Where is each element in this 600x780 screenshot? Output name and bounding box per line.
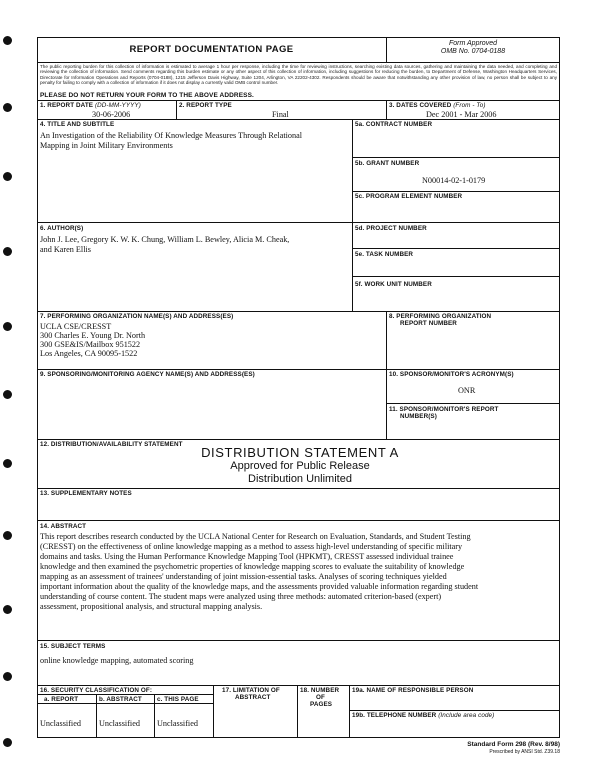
grant-number-label: 5b. GRANT NUMBER [355,160,420,167]
binder-hole [3,322,12,331]
dates-covered-label: 3. DATES COVERED (From - To) [389,102,486,109]
authors-line-1: John J. Lee, Gregory K. W. K. Chung, William L. Bewley, Alicia M. Cheak, [40,235,290,244]
abstract-line: domains and tasks. Using the Human Performance Knowledge Mapping Tool (HPKMT), CRESST assessed individual trainee [40,552,454,561]
report-type-value: Final [272,110,289,119]
abstract-line: This report describes research conducted by the UCLA National Center for Research on Evaluation, Standards, and Student Testing [40,532,471,541]
binder-hole [3,247,12,256]
pages-label-3: PAGES [310,701,333,708]
program-element-label: 5c. PROGRAM ELEMENT NUMBER [355,193,463,200]
footer-prescribed: Prescribed by ANSI Std. Z39.18 [489,749,560,755]
task-number-label: 5e. TASK NUMBER [355,251,414,258]
distribution-stamp-line-1: Approved for Public Release [230,460,370,472]
contract-number-label: 5a. CONTRACT NUMBER [355,121,433,128]
report-type-label: 2. REPORT TYPE [179,102,232,109]
footer-form-number: Standard Form 298 (Rev. 8/98) [467,741,560,748]
security-page-label: c. THIS PAGE [157,696,199,703]
pages-label-2: OF [316,694,325,701]
title-label: 4. TITLE AND SUBTITLE [40,121,115,128]
distribution-stamp-line-2: Distribution Unlimited [248,473,352,485]
binder-hole [3,103,12,112]
subject-terms-label: 15. SUBJECT TERMS [40,643,106,650]
abstract-line: mapping as an assessment of trainees' understanding of joint mission-essential tasks. Analyses of scoring techniques yielded [40,572,447,581]
abstract-line: (CRESST) on the effectiveness of online knowledge mapping as a method to assess high-level understanding of specific military [40,542,463,551]
sponsor-report-label-2: NUMBER(S) [400,413,437,420]
sponsor-report-label-1: 11. SPONSOR/MONITOR'S REPORT [389,406,499,413]
work-unit-label: 5f. WORK UNIT NUMBER [355,281,432,288]
abstract-line: understanding of course content. The student maps were analyzed using three methods: automated criterion-based (expert) [40,592,442,601]
binder-hole [3,172,12,181]
subject-terms-value: online knowledge mapping, automated scoring [40,656,194,665]
project-number-label: 5d. PROJECT NUMBER [355,225,427,232]
security-abstract-label: b. ABSTRACT [99,696,142,703]
burden-notice: The public reporting burden for this collection of information is estimated to average 1 hour per response, including the time for reviewing instructions, searching existing data sources, gathering and maintaining the data needed, and completing and reviewing the collection of information. Send comments regarding this burden estimate or any other aspect of this collection of information, including suggestions for reducing the burden, to Department of Defense, Washington Headquarters Services, Directorate for Information Operations and Reports (0704-0188), 1215 Jefferson Davis Highway, Suite 1204, Arlington, VA 22202-4302. Respondents should be aware that notwithstanding any other provision of law, no person shall be subject to any penalty for failing to comply with a collection of information if it does not display a currently valid OMB control number. [40,64,557,86]
binder-hole [3,36,12,45]
sponsor-acronym-value: ONR [458,386,476,395]
security-abstract-value: Unclassified [99,719,140,728]
supplementary-label: 13. SUPPLEMENTARY NOTES [40,490,132,497]
performing-org-line-4: Los Angeles, CA 90095-1522 [40,349,138,358]
performing-report-label-1: 8. PERFORMING ORGANIZATION [389,313,492,320]
grant-number-value: N00014-02-1-0179 [422,176,486,185]
limitation-label-1: 17. LIMITATION OF [222,687,280,694]
limitation-label-2: ABSTRACT [235,694,271,701]
security-report-value: Unclassified [40,719,81,728]
binder-hole [3,531,12,540]
report-date-value: 30-06-2006 [92,110,131,119]
binder-hole [3,738,12,747]
pages-label-1: 18. NUMBER [300,687,340,694]
binder-hole [3,459,12,468]
distribution-stamp-title: DISTRIBUTION STATEMENT A [201,445,399,460]
performing-org-line-1: UCLA CSE/CRESST [40,322,112,331]
abstract-line: assessment, propositional analysis, and structural mapping analysis. [40,602,263,611]
abstract-line: knowledge and then examined the psychometric properties of knowledge mapping scores to evaluate the suitability of knowledge [40,562,465,571]
dates-covered-value: Dec 2001 - Mar 2006 [426,110,497,119]
performing-org-label: 7. PERFORMING ORGANIZATION NAME(S) AND ADDRESS(ES) [40,313,234,320]
performing-org-line-3: 300 GSE&IS/Mailbox 951522 [40,340,141,349]
form-approved: Form Approved [449,40,497,47]
binder-hole [3,605,12,614]
sponsor-acronym-label: 10. SPONSOR/MONITOR'S ACRONYM(S) [389,371,514,378]
do-not-return: PLEASE DO NOT RETURN YOUR FORM TO THE ABOVE ADDRESS. [40,92,254,99]
security-label: 16. SECURITY CLASSIFICATION OF: [40,687,153,694]
performing-org-line-2: 300 Charles E. Young Dr. North [40,331,146,340]
sponsoring-agency-label: 9. SPONSORING/MONITORING AGENCY NAME(S) AND ADDRESS(ES) [40,371,255,378]
security-report-label: a. REPORT [44,696,79,703]
distribution-label: 12. DISTRIBUTION/AVAILABILITY STATEMENT [40,441,183,448]
omb-number: OMB No. 0704-0188 [440,48,506,55]
telephone-label: 19b. TELEPHONE NUMBER (Include area code) [352,712,495,719]
report-date-label: 1. REPORT DATE (DD-MM-YYYY) [40,102,141,109]
authors-line-2: and Karen Ellis [40,245,91,254]
responsible-label: 19a. NAME OF RESPONSIBLE PERSON [352,687,474,694]
abstract-line: important information about the quality of the knowledge maps, and the assessments provided valuable information regarding student [40,582,479,591]
abstract-label: 14. ABSTRACT [40,523,87,530]
binder-hole [3,390,12,399]
authors-label: 6. AUTHOR(S) [40,225,84,232]
binder-hole [3,672,12,681]
form-title: REPORT DOCUMENTATION PAGE [129,44,294,55]
title-line-2: Mapping in Joint Military Environments [40,141,173,150]
performing-report-label-2: REPORT NUMBER [400,320,457,327]
security-page-value: Unclassified [157,719,198,728]
title-line-1: An Investigation of the Reliability Of Knowledge Measures Through Relational [40,131,303,140]
